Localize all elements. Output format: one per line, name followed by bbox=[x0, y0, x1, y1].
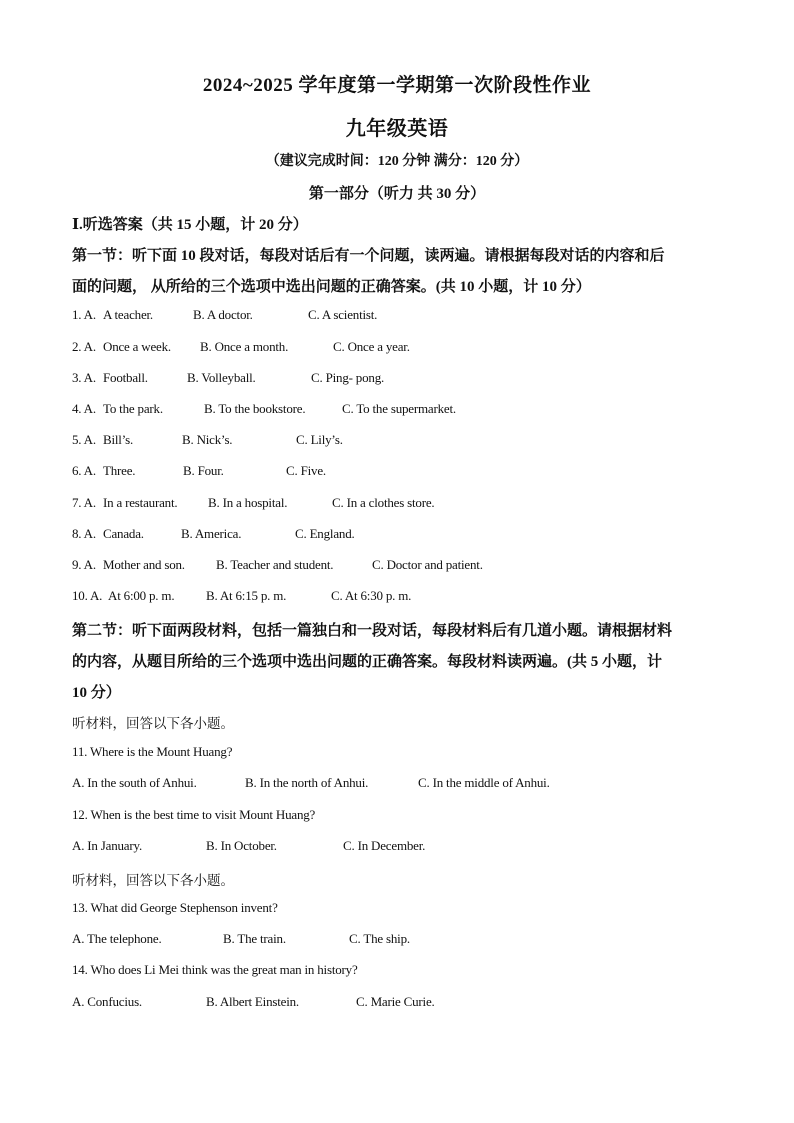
option-b: B. Teacher and student. bbox=[216, 557, 334, 572]
exam-subject: 九年级英语 bbox=[345, 118, 449, 140]
option-c: C. Five. bbox=[286, 463, 326, 478]
option-a: In a restaurant. bbox=[103, 495, 178, 510]
option-b: B. Once a month. bbox=[200, 339, 289, 354]
option-b: B. A doctor. bbox=[193, 307, 253, 322]
q13-option-b: B. The train. bbox=[223, 931, 286, 946]
q12-option-c: C. In December. bbox=[343, 838, 426, 853]
option-c: C. England. bbox=[295, 526, 355, 541]
exam-info: （建议完成时间：120 分钟 满分：120 分） bbox=[265, 154, 529, 169]
listen-prompt: 听材料，回答以下各小题。 bbox=[72, 873, 234, 888]
option-b: B. America. bbox=[181, 526, 242, 541]
exam-title: 2024~2025 学年度第一学期第一次阶段性作业 bbox=[202, 75, 592, 96]
q14-option-a: A. Confucius. bbox=[72, 994, 142, 1009]
option-b: B. In a hospital. bbox=[208, 495, 288, 510]
q12-option-a: A. In January. bbox=[72, 838, 143, 853]
option-b: B. To the bookstore. bbox=[204, 401, 306, 416]
option-a: Football. bbox=[103, 370, 148, 385]
option-b: B. Four. bbox=[183, 463, 224, 478]
listen-prompt: 听材料，回答以下各小题。 bbox=[72, 716, 234, 731]
option-a: To the park. bbox=[103, 401, 163, 416]
question-number: 1. A. bbox=[72, 307, 96, 322]
question-number: 3. A. bbox=[72, 370, 96, 385]
question-number: 8. A. bbox=[72, 526, 96, 541]
q13-option-c: C. The ship. bbox=[349, 931, 410, 946]
option-b: B. Volleyball. bbox=[187, 370, 256, 385]
option-a: Mother and son. bbox=[103, 557, 185, 572]
question-number: 4. A. bbox=[72, 401, 96, 416]
option-a: Bill’s. bbox=[103, 432, 134, 447]
section2-instruction-line1: 第二节：听下面两段材料，包括一篇独白和一段对话，每段材料后有几道小题。请根据材料 bbox=[72, 623, 673, 639]
option-b: B. Nick’s. bbox=[182, 432, 233, 447]
option-b: B. At 6:15 p. m. bbox=[206, 588, 287, 603]
question-14: 14. Who does Li Mei think was the great man in history? bbox=[72, 962, 358, 977]
option-c: C. Once a year. bbox=[333, 339, 410, 354]
option-a: Once a week. bbox=[103, 339, 171, 354]
option-a: Canada. bbox=[103, 526, 144, 541]
question-12: 12. When is the best time to visit Mount Huang? bbox=[72, 807, 316, 822]
q11-option-b: B. In the north of Anhui. bbox=[245, 775, 369, 790]
option-c: C. To the supermarket. bbox=[342, 401, 456, 416]
section1-instruction-line1: 第一节：听下面 10 段对话，每段对话后有一个问题，读两遍。请根据每段对话的内容和后 bbox=[72, 248, 665, 264]
section-heading: Ⅰ.听选答案（共 15 小题，计 20 分） bbox=[72, 217, 308, 233]
question-number: 2. A. bbox=[72, 339, 96, 354]
option-c: C. Lily’s. bbox=[296, 432, 343, 447]
option-a: Three. bbox=[103, 463, 136, 478]
section1-instruction-line2: 面的问题， 从所给的三个选项中选出问题的正确答案。(共 10 小题，计 10 分） bbox=[72, 279, 591, 295]
q14-option-b: B. Albert Einstein. bbox=[206, 994, 299, 1009]
question-13: 13. What did George Stephenson invent? bbox=[72, 900, 278, 915]
question-number: 9. A. bbox=[72, 557, 96, 572]
q12-option-b: B. In October. bbox=[206, 838, 277, 853]
q11-option-a: A. In the south of Anhui. bbox=[72, 775, 197, 790]
option-a: At 6:00 p. m. bbox=[108, 588, 175, 603]
question-number: 10. A. bbox=[72, 588, 103, 603]
section2-instruction-line2: 的内容，从题目所给的三个选项中选出问题的正确答案。每段材料读两遍。(共 5 小题，计 bbox=[72, 654, 662, 670]
option-a: A teacher. bbox=[103, 307, 153, 322]
part-heading: 第一部分（听力 共 30 分） bbox=[308, 186, 486, 202]
option-c: C. Doctor and patient. bbox=[372, 557, 483, 572]
option-c: C. At 6:30 p. m. bbox=[331, 588, 412, 603]
option-c: C. In a clothes store. bbox=[332, 495, 435, 510]
question-number: 7. A. bbox=[72, 495, 96, 510]
q11-option-c: C. In the middle of Anhui. bbox=[418, 775, 550, 790]
question-number: 6. A. bbox=[72, 463, 96, 478]
question-number: 5. A. bbox=[72, 432, 96, 447]
section2-instruction-line3: 10 分） bbox=[72, 685, 121, 701]
question-11: 11. Where is the Mount Huang? bbox=[72, 744, 233, 759]
q14-option-c: C. Marie Curie. bbox=[356, 994, 435, 1009]
option-c: C. A scientist. bbox=[308, 307, 378, 322]
q13-option-a: A. The telephone. bbox=[72, 931, 162, 946]
option-c: C. Ping- pong. bbox=[311, 370, 385, 385]
